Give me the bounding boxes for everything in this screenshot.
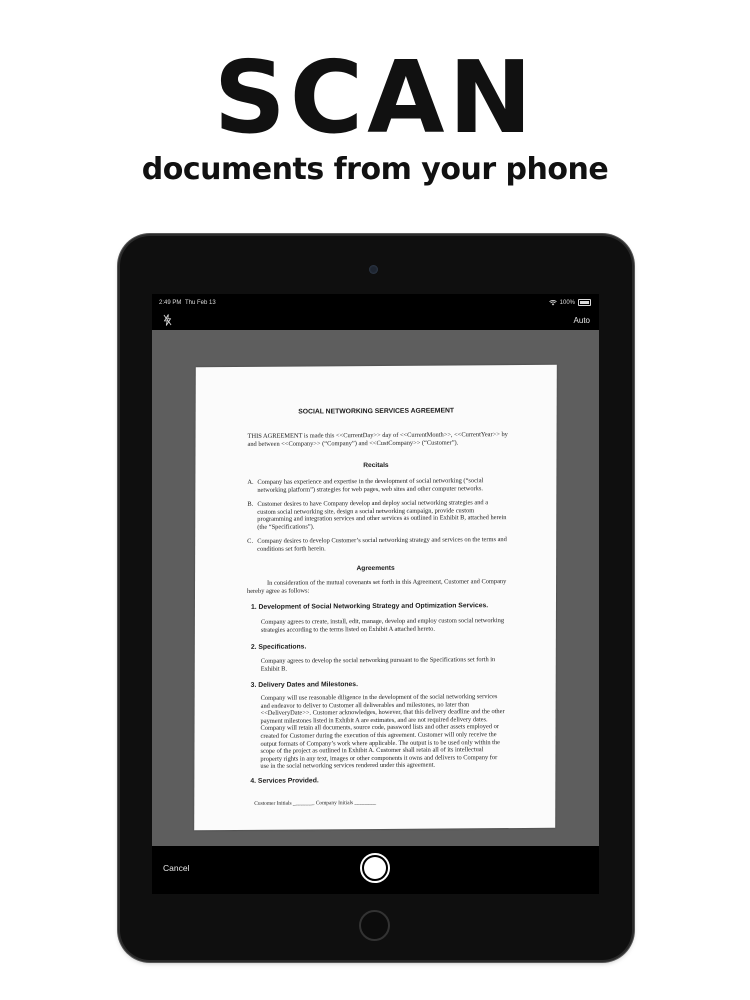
battery-icon — [578, 299, 591, 306]
recital-text: Company has experience and expertise in the development of social networking (“social networking platform”) strategies for web pages, web sites and other computer networks. — [257, 477, 484, 494]
initials-line: Customer Initials ________ Company Initials ________ — [254, 799, 377, 807]
section-text: Company agrees to develop the social networking pursuant to the Specifications set forth in Exhibit B. — [260, 656, 496, 673]
home-button[interactable] — [359, 910, 390, 941]
recital-text: Company desires to develop Customer’s social networking strategy and services on the terms and conditions set forth herein. — [257, 536, 507, 553]
battery-percent: 100% — [559, 299, 575, 306]
recitals-heading: Recitals — [363, 461, 389, 470]
recital-text: Customer desires to have Company develop and deploy social networking strategies and a custom social networking site, design a social networking campaign, provide custom programming and integration services and other services as outlined in Exhibit B, attached herein (the “Specifications”). — [257, 499, 507, 531]
section-text: Company agrees to create, install, edit, manage, develop and employ custom social networking strategies according to the terms listed on Exhibit A attached hereto. — [260, 617, 505, 634]
camera-viewport — [152, 330, 599, 846]
flash-off-icon[interactable] — [163, 314, 172, 326]
document-title: SOCIAL NETWORKING SERVICES AGREEMENT — [298, 407, 455, 416]
status-indicators — [549, 299, 591, 306]
section-heading: 2. Specifications. — [250, 643, 307, 651]
scanner-screen — [152, 294, 599, 894]
promo-subline: documents from your phone — [141, 152, 609, 187]
agreements-heading: Agreements — [356, 564, 395, 573]
section-text: Company will use reasonable diligence in the development of the social networking services and endeavor to deliver to Customer all deliverables and milestones, no later than <<DeliveryDate>>. Customer acknowledges, however, that this delivery deadline and the other payment milestones listed in Exhibit A are estimates, and are not required delivery dates. Company will retain all documents, source code, password lists and other assets employed or created for Customer during the execution of this agreement. Customer will only receive the output formats of Company’s work where applicable. The output is to be used only within the scope of the project as outlined in Exhibit A. Customer shall retain all of its intellectual property rights in any text, images or other components it owns and delivers to Company for use in the social networking services rendered under this agreement. — [260, 693, 505, 771]
recital-letter: A. — [247, 478, 254, 486]
recital-letter: B. — [247, 500, 254, 508]
recital-letter: C. — [247, 537, 254, 545]
document-intro: THIS AGREEMENT is made this <<CurrentDay>> day of <<CurrentMonth>>, <<CurrentYear>> by and between <<Company>> (“Company”) and <<CustCompany>> (“Customer”). — [247, 431, 508, 448]
status-time: 2:49 PM — [159, 300, 182, 306]
agreements-intro: In consideration of the mutual covenants set forth in this Agreement, Customer and Company hereby agree as follows: — [247, 578, 507, 595]
auto-mode-button[interactable]: Auto — [573, 316, 590, 325]
section-heading: 3. Delivery Dates and Milestones. — [250, 681, 359, 689]
promo-headline: SCAN — [213, 39, 537, 156]
cancel-button[interactable]: Cancel — [163, 863, 190, 873]
front-camera — [369, 265, 378, 274]
recital-item — [247, 499, 507, 531]
recital-item — [247, 536, 507, 553]
camera-toolbar — [152, 312, 599, 330]
status-date: Thu Feb 13 — [185, 300, 216, 306]
capture-bar — [152, 846, 599, 894]
status-bar — [152, 294, 599, 312]
section-heading: 4. Services Provided. — [250, 777, 319, 785]
section-heading: 1. Development of Social Networking Strategy and Optimization Services. — [250, 602, 489, 611]
shutter-button[interactable] — [360, 853, 390, 883]
recital-item — [247, 477, 507, 494]
scanned-document — [194, 365, 557, 831]
wifi-icon — [549, 300, 557, 306]
